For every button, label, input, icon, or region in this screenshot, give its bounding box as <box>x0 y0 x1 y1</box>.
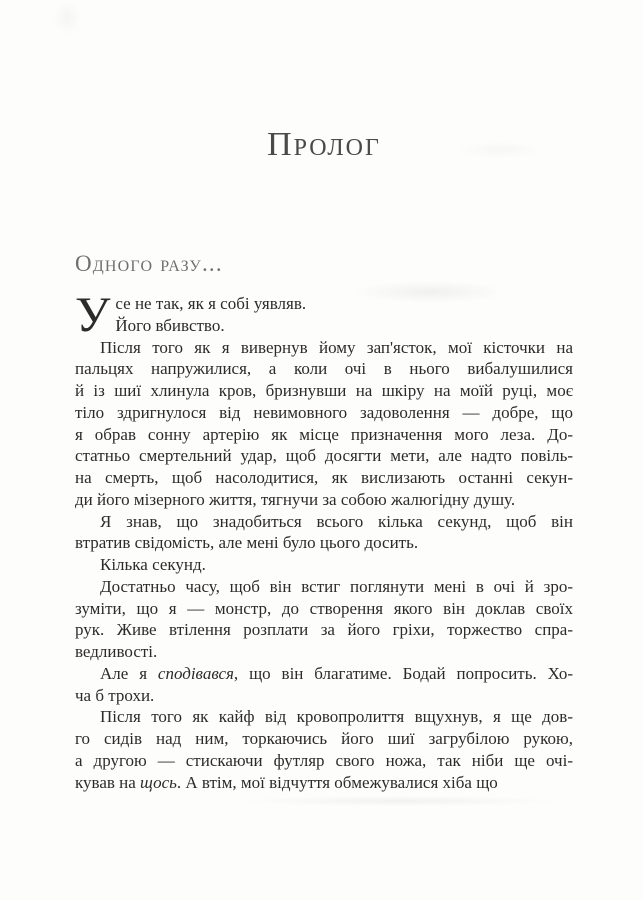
paragraph <box>75 576 573 663</box>
text-line: втратив свідомість, але мені було цього досить. <box>75 533 419 553</box>
text-line: рук. Живе втілення розплати за його гріхи, торжество спра- <box>75 620 573 640</box>
drop-cap: У <box>75 286 111 342</box>
text-line: ди його мізерного життя, тягнучи за собою жалюгідну душу. <box>75 489 516 509</box>
text-line: тіло здригнулося від невимовного задоволення — добре, що <box>75 402 573 422</box>
chapter-title: Пролог <box>267 126 381 163</box>
paragraph <box>75 511 573 555</box>
text-line: кував на щось. А втім, мої відчуття обмежувалися хіба що <box>75 772 498 792</box>
text-line: Я знав, що знадобиться всього кілька секунд, щоб він <box>100 511 573 531</box>
paragraph <box>75 286 573 342</box>
text-line: го сидів над ним, торкаючись його шиї загрубілою рукою, <box>75 729 573 748</box>
text-line: се не так, як я собі уявляв. <box>115 294 307 313</box>
section-heading: Одного разу... <box>75 251 223 276</box>
text-line: й із шиї хлинула кров, бризнувши на шкіру на моїй руці, моє <box>75 381 573 400</box>
text-line: ча б трохи. <box>75 685 155 705</box>
text-line: а другою — стискаючи футляр свого ножа, так ніби ще очі- <box>75 750 573 770</box>
paragraph <box>75 663 573 707</box>
text-line: Достатньо часу, щоб він встиг поглянути мені в очі й зро- <box>100 576 573 596</box>
paragraph <box>75 337 573 511</box>
text-line: на смерть, щоб насолодитися, як вислизають останні секун- <box>75 468 573 487</box>
text-line: статньо смертельний удар, щоб досягти мети, але надто повіль- <box>75 446 573 466</box>
text-line: зуміти, що я — монстр, до створення якого він доклав своїх <box>75 598 573 618</box>
text-line: ведливості. <box>75 642 158 661</box>
paragraph <box>75 706 573 793</box>
text-line: я обрав сонну артерію як місце призначення мого леза. До- <box>75 424 573 444</box>
text-line: Після того як я вивернув йому зап'ясток, мої кісточки на <box>100 337 573 357</box>
text-line: Його вбивство. <box>115 315 225 335</box>
body-text <box>75 286 573 793</box>
text-line: Після того як кайф від кровопролиття вщухнув, я ще дов- <box>100 707 573 727</box>
text-line: пальцях напружилися, а коли очі в нього вибалушилися <box>75 359 573 379</box>
paragraph <box>75 554 573 576</box>
text-line: Але я сподівався, що він благатиме. Бодай попросить. Хо- <box>100 663 573 683</box>
text-line: Кілька секунд. <box>100 555 206 574</box>
